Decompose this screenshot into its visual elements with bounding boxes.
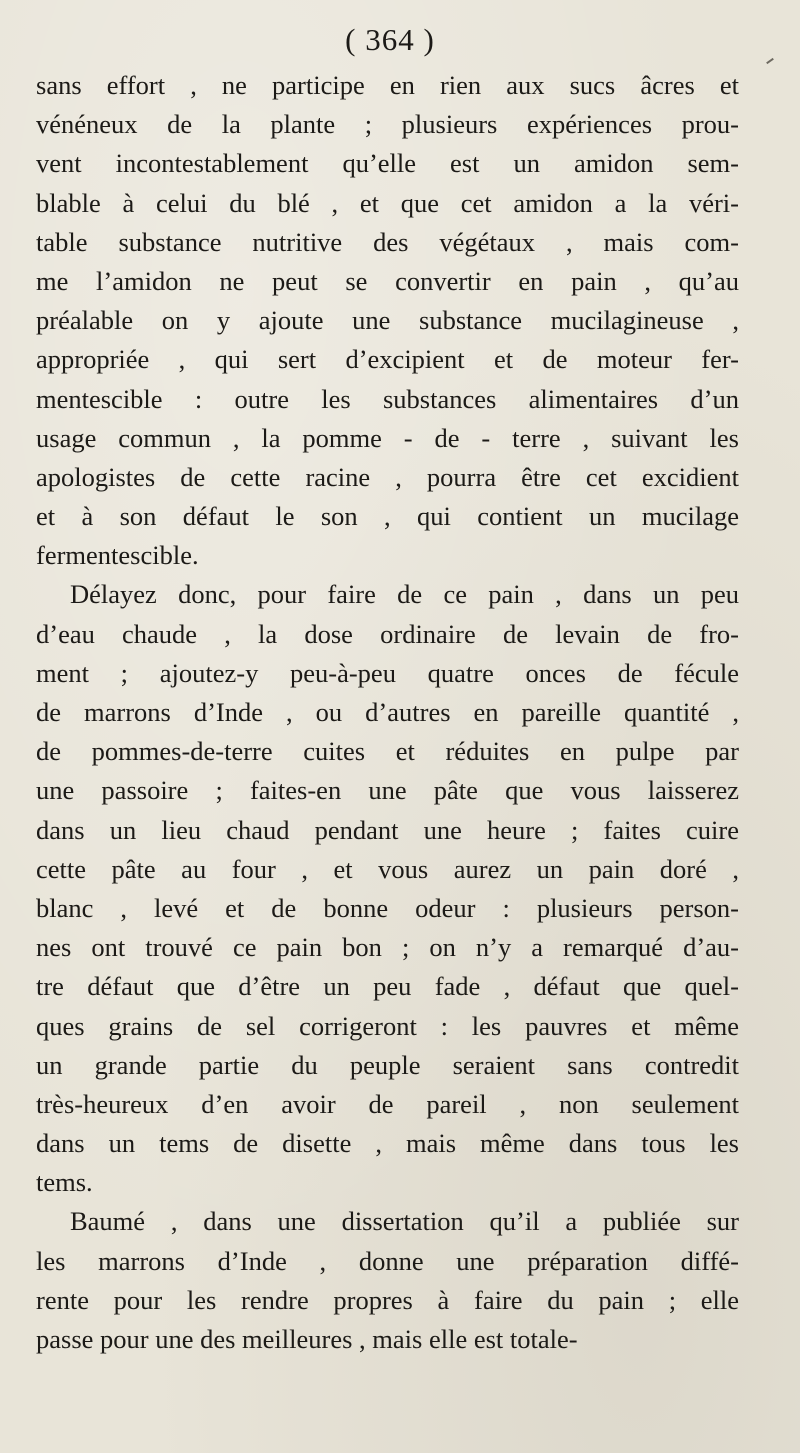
text-line: un grande partie du peuple seraient sans contredit xyxy=(36,1049,739,1080)
text-line: dans un lieu chaud pendant une heure ; faites cuire xyxy=(36,814,739,845)
text-line: préalable on y ajoute une substance mucilagineuse , xyxy=(36,305,739,336)
text-line: blanc , levé et de bonne odeur : plusieurs person- xyxy=(36,892,739,923)
paragraph xyxy=(36,1202,739,1359)
text-line: appropriée , qui sert d’excipient et de moteur fer- xyxy=(36,344,739,375)
text-line: me l’amidon ne peut se convertir en pain , qu’au xyxy=(36,265,739,296)
body-text xyxy=(36,66,739,1359)
text-line: mentescible : outre les substances alimentaires d’un xyxy=(36,383,739,414)
text-line: de pommes-de-terre cuites et réduites en pulpe par xyxy=(36,736,739,767)
text-line: table substance nutritive des végétaux , mais com- xyxy=(36,226,739,257)
text-line: vent incontestablement qu’elle est un amidon sem- xyxy=(36,148,739,179)
page-number: ( 364 ) xyxy=(345,22,435,57)
text-line: usage commun , la pomme - de - terre , suivant les xyxy=(36,422,739,453)
text-line: d’eau chaude , la dose ordinaire de levain de fro- xyxy=(36,618,739,649)
text-line: Délayez donc, pour faire de ce pain , dans un peu xyxy=(70,579,739,610)
text-line: blable à celui du blé , et que cet amidon a la véri- xyxy=(36,187,739,218)
text-line: tre défaut que d’être un peu fade , défaut que quel- xyxy=(36,971,739,1002)
text-line: Baumé , dans une dissertation qu’il a publiée sur xyxy=(70,1206,739,1237)
text-line: nes ont trouvé ce pain bon ; on n’y a remarqué d’au- xyxy=(36,932,739,963)
text-line: sans effort , ne participe en rien aux sucs âcres et xyxy=(36,70,739,100)
text-line: tems. xyxy=(36,1167,93,1198)
text-line: apologistes de cette racine , pourra être cet excidient xyxy=(36,461,739,492)
paragraph xyxy=(36,66,739,575)
text-line: dans un tems de disette , mais même dans tous les xyxy=(36,1128,739,1159)
text-line: cette pâte au four , et vous aurez un pain doré , xyxy=(36,853,739,884)
text-line: ques grains de sel corrigeront : les pauvres et même xyxy=(36,1010,739,1041)
text-line: fermentescible. xyxy=(36,540,199,571)
text-line: très-heureux d’en avoir de pareil , non seulement xyxy=(36,1088,739,1119)
text-line: de marrons d’Inde , ou d’autres en pareille quantité , xyxy=(36,697,739,727)
paragraph xyxy=(36,575,739,1202)
text-line: les marrons d’Inde , donne une préparation diffé- xyxy=(36,1245,739,1276)
text-line: rente pour les rendre propres à faire du pain ; elle xyxy=(36,1284,739,1315)
text-line: passe pour une des meilleures , mais elle est totale- xyxy=(36,1324,578,1354)
text-line: vénéneux de la plante ; plusieurs expériences prou- xyxy=(36,109,739,140)
text-line: ment ; ajoutez-y peu-à-peu quatre onces de fécule xyxy=(36,657,739,688)
text-line: une passoire ; faites-en une pâte que vous laisserez xyxy=(36,775,739,806)
text-line: et à son défaut le son , qui contient un mucilage xyxy=(36,501,739,532)
